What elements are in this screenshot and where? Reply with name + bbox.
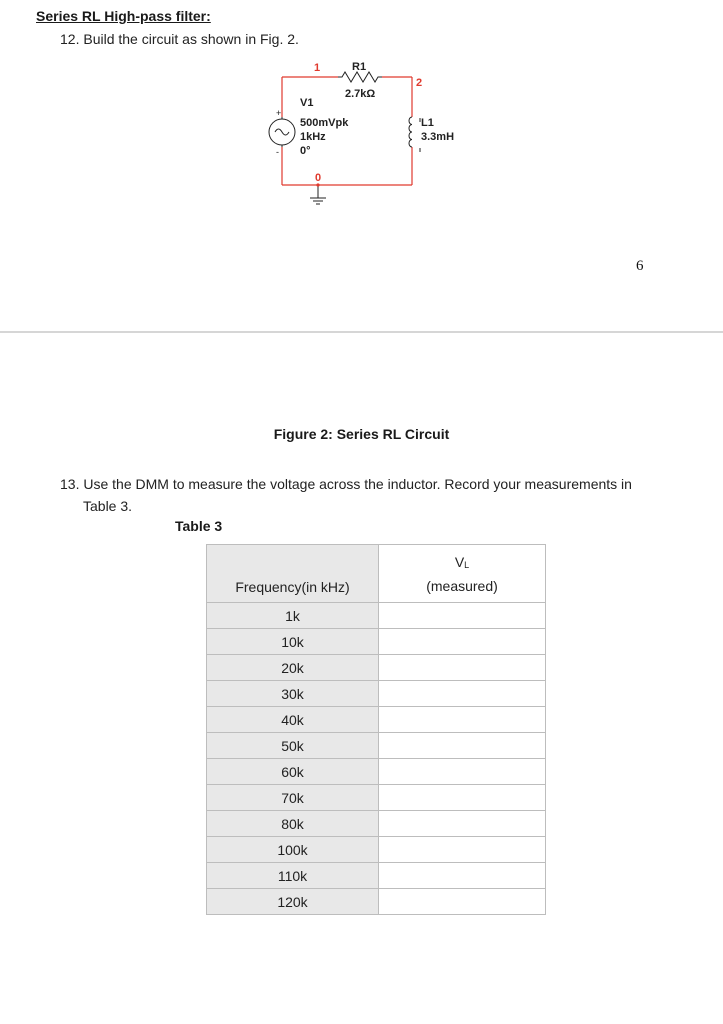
frequency-cell: 60k	[207, 759, 379, 785]
header-vl	[379, 545, 546, 603]
source-frequency: 1kHz	[300, 131, 326, 143]
step-12-instruction: 12. Build the circuit as shown in Fig. 2.	[60, 31, 299, 47]
frequency-cell: 80k	[207, 811, 379, 837]
table-header-row	[207, 545, 546, 603]
vl-measured-cell[interactable]	[379, 889, 546, 915]
vl-measured-cell[interactable]	[379, 863, 546, 889]
table-row	[207, 655, 546, 681]
step-13-line-2: Table 3.	[83, 498, 133, 514]
page-number: 6	[636, 258, 644, 274]
resistor-value: 2.7kΩ	[345, 88, 376, 100]
step-13-line-1: 13. Use the DMM to measure the voltage across the inductor. Record your measurements in	[60, 476, 632, 492]
resistor-name: R1	[352, 61, 367, 73]
inductor-value: 3.3mH	[421, 131, 455, 143]
table-row	[207, 811, 546, 837]
step-13-instruction	[60, 473, 700, 517]
node-label-2: 2	[416, 77, 423, 89]
table-label: Table 3	[175, 518, 223, 534]
vl-measured-cell[interactable]	[379, 733, 546, 759]
table-row	[207, 785, 546, 811]
frequency-cell: 120k	[207, 889, 379, 915]
vl-measured-cell[interactable]	[379, 707, 546, 733]
source-minus-sign: -	[276, 147, 279, 157]
frequency-cell: 1k	[207, 603, 379, 629]
frequency-cell: 10k	[207, 629, 379, 655]
table-row	[207, 733, 546, 759]
table-row	[207, 603, 546, 629]
inductor-l1-symbol	[409, 117, 412, 147]
vl-measured-cell[interactable]	[379, 681, 546, 707]
page-divider	[0, 331, 723, 333]
frequency-cell: 100k	[207, 837, 379, 863]
table-row	[207, 681, 546, 707]
vl-measured-cell[interactable]	[379, 759, 546, 785]
vl-measured-cell[interactable]	[379, 629, 546, 655]
inductor-name: L1	[421, 117, 434, 129]
vl-measured-cell[interactable]	[379, 837, 546, 863]
circuit-schematic	[0, 0, 723, 220]
table-row	[207, 889, 546, 915]
vl-measured-cell[interactable]	[379, 811, 546, 837]
frequency-cell: 70k	[207, 785, 379, 811]
frequency-cell: 40k	[207, 707, 379, 733]
source-phase: 0°	[300, 145, 311, 157]
node-label-1: 1	[314, 62, 321, 74]
vl-measured-cell[interactable]	[379, 785, 546, 811]
header-frequency: Frequency(in kHz)	[207, 545, 379, 603]
table-row	[207, 707, 546, 733]
section-heading: Series RL High-pass filter:	[36, 8, 211, 24]
table-row	[207, 759, 546, 785]
node-label-0: 0	[315, 172, 322, 184]
frequency-cell: 50k	[207, 733, 379, 759]
source-amplitude: 500mVpk	[300, 117, 349, 129]
vl-measured-cell[interactable]	[379, 655, 546, 681]
measurement-table	[206, 544, 546, 915]
header-vl-note: (measured)	[426, 577, 498, 594]
resistor-r1-symbol	[338, 72, 382, 82]
frequency-cell: 30k	[207, 681, 379, 707]
figure-caption: Figure 2: Series RL Circuit	[273, 426, 450, 442]
header-vl-symbol: VL	[454, 553, 470, 570]
source-name: V1	[300, 97, 314, 109]
table-row	[207, 863, 546, 889]
vl-measured-cell[interactable]	[379, 603, 546, 629]
source-plus-sign: +	[276, 108, 282, 118]
table-row	[207, 629, 546, 655]
ground-icon	[310, 198, 326, 204]
frequency-cell: 20k	[207, 655, 379, 681]
table-row	[207, 837, 546, 863]
frequency-cell: 110k	[207, 863, 379, 889]
